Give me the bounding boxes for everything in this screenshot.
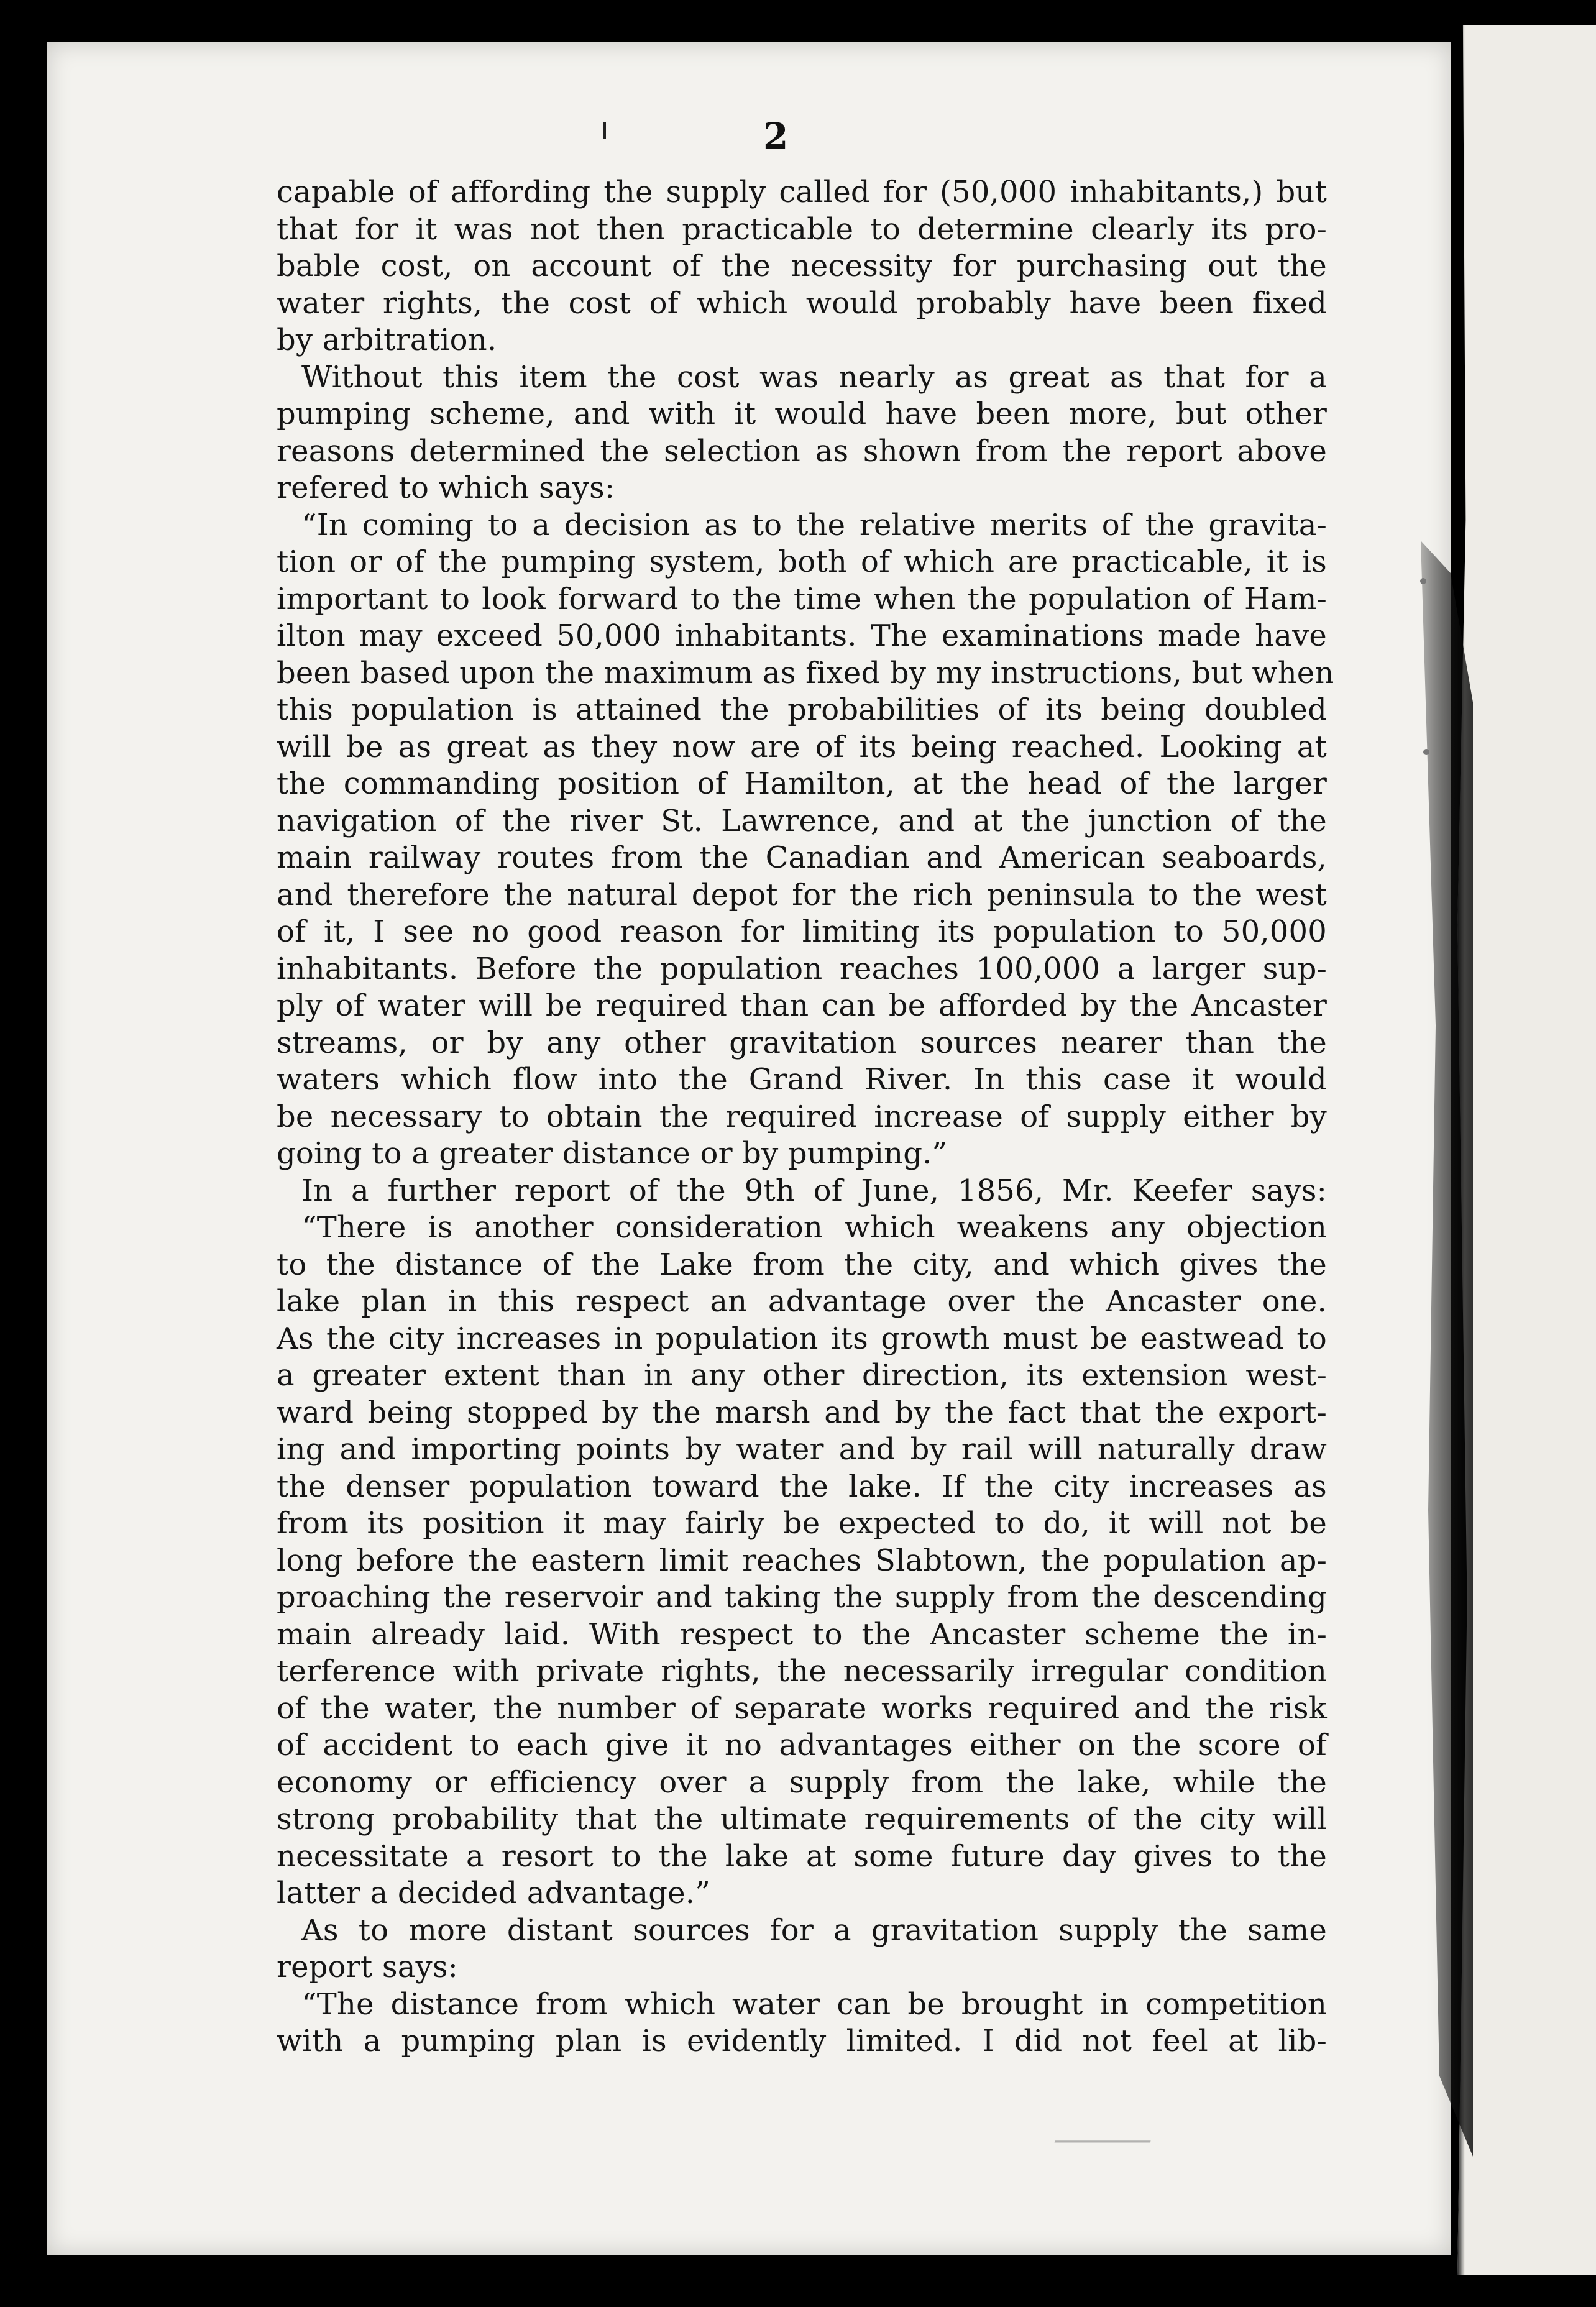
margin-speck (1423, 749, 1429, 755)
text-line: will be as great as they now are of its being reached. Looking at (277, 729, 1327, 764)
text-line: inhabitants. Before the population reaches 100,000 a larger sup- (277, 951, 1327, 986)
margin-speck (1420, 578, 1426, 584)
text-line: tion or of the pumping system, both of which are practicable, it is (277, 544, 1327, 579)
text-line: reasons determined the selection as shown from the report above (277, 433, 1327, 469)
text-line: As to more distant sources for a gravitation supply the same (301, 1912, 1327, 1948)
text-line: to the distance of the Lake from the city, and which gives the (277, 1247, 1327, 1282)
text-line: necessitate a resort to the lake at some future day gives to the (277, 1838, 1327, 1874)
text-line: proaching the reservoir and taking the supply from the descending (277, 1580, 1327, 1615)
text-line: that for it was not then practicable to determine clearly its pro- (277, 211, 1327, 247)
page-number: 2 (763, 115, 789, 157)
text-line: from its position it may fairly be expected to do, it will not be (277, 1506, 1327, 1541)
text-line: water rights, the cost of which would probably have been fixed (277, 285, 1327, 321)
body-text (277, 174, 1334, 2060)
text-line: streams, or by any other gravitation sources nearer than the (277, 1025, 1327, 1060)
text-line: of it, I see no good reason for limiting its population to 50,000 (277, 914, 1327, 949)
text-line: In a further report of the 9th of June, 1856, Mr. Keefer says: (301, 1173, 1327, 1208)
text-line: ward being stopped by the marsh and by the fact that the export- (277, 1395, 1327, 1430)
text-line: “The distance from which water can be brought in competition (301, 1986, 1327, 2022)
faint-pencil-mark: ⸻ (1050, 2116, 1150, 2162)
text-line: As the city increases in population its growth must be eastwead to (277, 1321, 1327, 1356)
text-line: with a pumping plan is evidently limited. I did not feel at lib- (277, 2024, 1327, 2058)
text-line: and therefore the natural depot for the rich peninsula to the west (277, 877, 1327, 912)
text-line: terference with private rights, the necessarily irregular condition (277, 1654, 1327, 1689)
text-line: this population is attained the probabilities of its being doubled (277, 692, 1327, 727)
text-line: the denser population toward the lake. If the city increases as (277, 1469, 1327, 1504)
text-line: of accident to each give it no advantages either on the score of (277, 1728, 1327, 1763)
text-line: “In coming to a decision as to the relative merits of the gravita- (301, 507, 1327, 543)
text-line: bable cost, on account of the necessity for purchasing out the (277, 249, 1327, 283)
text-line: ing and importing points by water and by rail will naturally draw (277, 1432, 1327, 1467)
text-line: main railway routes from the Canadian and American seaboards, (277, 840, 1327, 875)
text-line: capable of affording the supply called for (50,000 inhabitants,) but (277, 175, 1327, 209)
text-line: important to look forward to the time when the population of Ham- (277, 581, 1327, 617)
text-line: economy or efficiency over a supply from the lake, while the (277, 1764, 1327, 1800)
text-line: a greater extent than in any other direction, its extension west- (277, 1358, 1327, 1393)
text-line: waters which flow into the Grand River. In this case it would (277, 1062, 1327, 1097)
margin-tick-mark (603, 122, 606, 139)
text-line: main already laid. With respect to the Ancaster scheme the in- (277, 1617, 1327, 1652)
text-line: be necessary to obtain the required increase of supply either by (277, 1099, 1327, 1134)
text-line: of the water, the number of separate works required and the risk (277, 1690, 1327, 1726)
text-line: long before the eastern limit reaches Slabtown, the population ap- (277, 1543, 1327, 1578)
text-line: Without this item the cost was nearly as great as that for a (301, 359, 1327, 395)
text-line: strong probability that the ultimate requirements of the city will (277, 1802, 1327, 1837)
text-line: “There is another consideration which weakens any objection (301, 1210, 1327, 1245)
text-line: latter a decided advantage.” (277, 1876, 710, 1910)
text-line: ilton may exceed 50,000 inhabitants. The examinations made have (277, 618, 1327, 653)
facing-page-edge (1457, 25, 1596, 2275)
text-line: refered to which says: (277, 470, 615, 505)
text-line: navigation of the river St. Lawrence, and at the junction of the (277, 803, 1327, 838)
text-line: been based upon the maximum as fixed by my instructions, but when (277, 655, 1334, 690)
text-line: by arbitration. (277, 323, 497, 357)
text-line: ply of water will be required than can be afforded by the Ancaster (277, 988, 1327, 1023)
text-line: pumping scheme, and with it would have been more, but other (277, 397, 1327, 431)
text-line: going to a greater distance or by pumping.” (277, 1136, 948, 1171)
text-line: lake plan in this respect an advantage over the Ancaster one. (277, 1284, 1327, 1319)
text-line: the commanding position of Hamilton, at the head of the larger (277, 766, 1327, 801)
text-line: report says: (277, 1950, 459, 1984)
